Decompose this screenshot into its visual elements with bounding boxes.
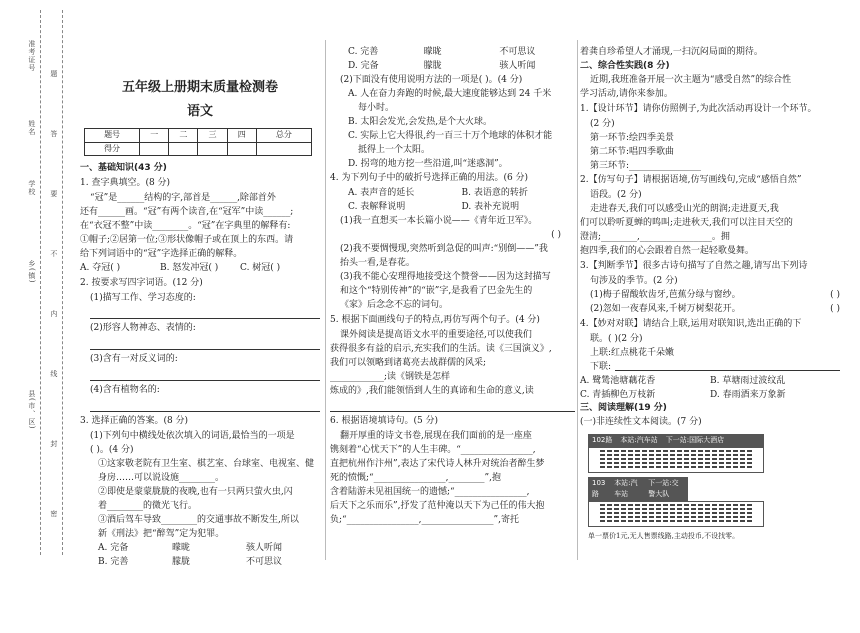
- binding-line: [40, 10, 41, 555]
- passage-text: 们可以聆听夏蝉的鸣叫;走进秋天,我们可以注目天空的: [580, 218, 793, 229]
- answer-line[interactable]: [90, 338, 320, 350]
- sub-question: (2)下面没有使用说明方法的一项是( )。(4 分): [340, 74, 523, 85]
- column-2: [330, 46, 575, 528]
- sentence: (1)我一直想买一本长篇小说——《青年近卫军》。: [340, 216, 538, 227]
- passage-text: 我们可以领略到诸葛亮去战群儒的风采;: [330, 357, 487, 368]
- sentence: 着________的微光飞行。: [98, 500, 198, 511]
- sub-question: (1)下列句中横线处依次填入的词语,最恰当的一项是: [90, 431, 295, 442]
- sentence: ②即使是蒙蒙胧胧的夜晚,也有一只两只萤火虫,闪: [98, 486, 293, 497]
- passage-text[interactable]: ____________;读《钢铁是怎样: [330, 371, 451, 382]
- option-d[interactable]: D. 春雨酒来万象新: [710, 389, 786, 400]
- current-stop: 本站:汽车站: [614, 479, 638, 498]
- option-text: 骇人听闻: [499, 60, 536, 71]
- current-stop: 本站:汽车站: [620, 436, 658, 445]
- poem-line: [580, 303, 840, 317]
- bus-route-poster: [588, 434, 764, 541]
- passage-text[interactable]: 含着陆游未见祖国统一的遗憾;“________________,: [330, 487, 530, 498]
- option-b[interactable]: B. 太阳会发光,会发热,是个大火球。: [348, 116, 493, 127]
- passage-text: 课外阅读是提高语文水平的重要途径,可以使我们: [340, 329, 532, 340]
- option-row-b[interactable]: [80, 556, 320, 570]
- binding-label-school: 学校: [27, 180, 36, 196]
- option-text: 朦胧: [172, 556, 191, 567]
- question-heading: 3. 选择正确的答案。(8 分): [80, 416, 189, 427]
- question-text: (2 分): [590, 118, 615, 129]
- question-text: 语段。(2 分): [590, 190, 642, 201]
- question-text: “冠”是______结构的字,部首是______,除部首外: [90, 192, 276, 203]
- binding-label-town: 乡(镇): [27, 260, 36, 284]
- couplet-down: [580, 361, 840, 375]
- question-heading: 1. 查字典填空。(8 分): [80, 178, 171, 188]
- binding-strip: [22, 10, 80, 555]
- answer-options: [580, 375, 840, 389]
- score-table: [84, 128, 312, 156]
- binding-label-county: 县(市、区): [27, 390, 36, 430]
- sub-question: (4)含有植物名的:: [90, 385, 160, 396]
- passage-text[interactable]: 澄清;________,________________。拥: [580, 232, 730, 243]
- passage-text: 学习活动,请你来参加。: [580, 88, 673, 99]
- section-heading: 三、阅读理解(19 分): [580, 403, 667, 414]
- option-text: 曚昽: [172, 542, 191, 553]
- sub-section-heading: (一)非连续性文本阅读。(7 分): [580, 417, 702, 428]
- question-heading: 1.【设计环节】请你仿照例子,为此次活动再设计一个环节。: [580, 103, 817, 114]
- passage-text[interactable]: 死的愤慨;“________________,________”,抱: [330, 473, 501, 484]
- passage-text: 获得很多有益的启示,充实我们的生活。读《三国演义》,: [330, 343, 552, 354]
- option-d[interactable]: D. 表补充说明: [461, 202, 520, 213]
- score-header-cell: 三: [198, 129, 227, 142]
- example-item: 第二环节:唱四季歌曲: [590, 146, 675, 157]
- option-c[interactable]: C. 表解释说明: [348, 202, 406, 213]
- question-heading: 4.【妙对对联】请结合上联,运用对联知识,选出正确的下: [580, 318, 802, 329]
- option-b[interactable]: B. 草塘雨过波纹乱: [710, 375, 786, 386]
- column-divider: [325, 40, 326, 560]
- option-text: 朦胧: [423, 60, 442, 71]
- question-text: 给下列词语中的“冠”字选择正确的解释。: [80, 248, 243, 259]
- option-a[interactable]: A. 鹭鸶池塘藕花香: [580, 375, 656, 386]
- answer-line[interactable]: [90, 400, 320, 412]
- sentence: 新《刑法》把“醉驾”定为犯罪。: [98, 528, 225, 539]
- passage-text: 直把杭州作汴州”,表达了宋代诗人林升对统治者醉生梦: [330, 459, 545, 470]
- score-input-cell[interactable]: [169, 142, 198, 155]
- answer-field[interactable]: 第三环节:________________: [590, 160, 702, 171]
- answer-line[interactable]: [90, 369, 320, 381]
- score-input-cell[interactable]: [140, 142, 169, 155]
- sentence: (2)我不要惆慢现,突然听到急促的叫声:“别倒——”我: [340, 244, 548, 255]
- exam-subject: 语文: [186, 104, 213, 120]
- option-a[interactable]: A. 人在奋力奔跑的时候,最大速度能够达到 24 千米: [348, 88, 552, 99]
- option-c[interactable]: C. 青插柳色万枝新: [580, 389, 656, 400]
- sentence: (3)我不能心安理得地接受这个赞誉——因为这封描写: [340, 272, 551, 282]
- couplet-down-label: 下联:: [590, 361, 612, 372]
- option-row-a[interactable]: [80, 542, 320, 556]
- option-a[interactable]: A. 夺冠( ): [80, 262, 121, 273]
- column-3: [580, 46, 840, 542]
- exam-title: 五年级上册期末质量检测卷: [121, 80, 278, 95]
- section-heading: 一、基础知识(43 分): [80, 163, 167, 174]
- seal-char: 答: [49, 130, 58, 137]
- seal-char: 密: [49, 510, 58, 517]
- poem-text: (1)梅子留酸软齿牙,芭蕉分绿与窗纱。: [590, 289, 741, 300]
- route-stops-image: [588, 447, 764, 473]
- sentence: 身房……可以说设施________。: [98, 473, 225, 483]
- sentence: 《家》后念念不忘的词句。: [340, 299, 449, 310]
- sentence: 和这个“特别传神”的“嵌”字,是我看了巴金先生的: [340, 285, 533, 296]
- passage-text: 着龚自珍希望人才涌现,一扫沉闷局面的期待。: [580, 47, 763, 57]
- fare-note: 单一票价1元,无人售票线路,主动投币,不设找零。: [588, 531, 740, 540]
- question-text: 联。( )(2 分): [590, 333, 643, 344]
- column-1: [80, 40, 320, 570]
- question-text: ①帽子;②居第一位;③形状像帽子或在顶上的东西。请: [80, 234, 294, 245]
- passage-text[interactable]: 镌刻着“心忧天下”的人生丰碑。“________________,: [330, 445, 536, 456]
- seal-char: 线: [49, 370, 58, 377]
- answer-options: [80, 262, 320, 276]
- passage-text: 翻开厚重的诗文书卷,展现在我们面前的是一座座: [340, 431, 532, 442]
- passage-text: 后天下之乐而乐”,抒发了范仲淹以天下为己任的伟大抱: [330, 501, 545, 512]
- score-header-cell: 总分: [256, 129, 311, 142]
- answer-options: [580, 389, 840, 403]
- bus-route-bar: [588, 477, 688, 501]
- sub-question: (2)形容人物神态、表情的:: [90, 323, 196, 334]
- couplet-up: 上联:红点桃花千朵嫩: [590, 347, 675, 358]
- option-row-d[interactable]: [330, 60, 575, 74]
- score-header-cell: 题号: [85, 129, 140, 142]
- answer-options: [330, 201, 575, 215]
- binding-label-name: 姓名: [27, 120, 36, 136]
- section-heading: 二、综合性实践(8 分): [580, 60, 670, 71]
- question-heading: 2. 按要求写四字词语。(12 分): [80, 277, 203, 288]
- sentence: ①这家敬老院有卫生室、棋艺室、台球室、电视室、健: [98, 459, 315, 470]
- bus-route-bar: [588, 434, 764, 447]
- option-text: A. 完备: [98, 542, 129, 553]
- answer-paren[interactable]: ( ): [551, 230, 561, 241]
- option-text: 骇人听闻: [246, 542, 283, 553]
- option-c-cont: 抵得上一个太阳。: [358, 144, 431, 155]
- route-stops-image: [588, 501, 764, 527]
- option-text: 不可思议: [246, 556, 283, 567]
- option-d[interactable]: D. 拐弯的地方挖一些沿道,叫“迷惑洞”。: [348, 158, 508, 169]
- example-item: 第一环节:绘四季美景: [590, 132, 675, 143]
- passage-text: 近期,我班准备开展一次主题为“感受自然”的综合性: [590, 74, 792, 85]
- passage-text: 炼成的》,我们能领悟到人生的真谛和生命的意义,读: [330, 385, 534, 396]
- question-text: 在“衣冠不整”中读________。“冠”在字典里的解释有:: [80, 220, 291, 231]
- route-number: 103路: [592, 479, 606, 498]
- route-number: 102路: [592, 436, 613, 445]
- poem-line: [580, 289, 840, 303]
- option-c[interactable]: C. 实际上它大得很,约一百三十万个地球的体积才能: [348, 130, 553, 141]
- question-heading: 3.【判断季节】很多古诗句描写了自然之趣,请写出下列诗: [580, 261, 808, 272]
- column-divider: [577, 40, 578, 560]
- binding-line: [62, 10, 63, 555]
- next-stop: 下一站:交警大队: [648, 479, 679, 498]
- passage-text: 抱四季,我们的心会跟着自然一起轻歌曼舞。: [580, 246, 754, 257]
- option-text: D. 完备: [348, 60, 379, 71]
- question-heading: 2.【仿写句子】请根据语境,仿写画线句,完成“感悟自然”: [580, 175, 802, 186]
- score-header-cell: 二: [169, 129, 198, 142]
- option-b[interactable]: B. 怒发冲冠( ): [160, 262, 219, 273]
- seal-char: 要: [49, 190, 58, 197]
- passage-text[interactable]: 负;“________________,________________”,寄托: [330, 515, 519, 525]
- passage-text: 走进春天,我们可以感受山光的朗润;走进夏天,我: [590, 204, 779, 215]
- question-heading: 6. 根据语境填诗句。(5 分): [330, 416, 439, 427]
- score-header-cell: 四: [227, 129, 256, 142]
- seal-char: 不: [49, 250, 58, 257]
- question-heading: 4. 为下列句子中的破折号选择正确的用法。(6 分): [330, 173, 529, 184]
- seal-char: 封: [49, 440, 58, 447]
- score-input-cell[interactable]: [198, 142, 227, 155]
- option-a-cont: 每小时。: [358, 102, 395, 113]
- answer-paren[interactable]: ( ): [830, 303, 840, 314]
- answer-line[interactable]: [90, 307, 320, 319]
- next-stop: 下一站:国际大酒店: [665, 436, 725, 445]
- answer-line[interactable]: [330, 400, 575, 412]
- seal-char: 内: [49, 310, 58, 317]
- answer-paren[interactable]: ( )。(4 分): [90, 445, 134, 456]
- score-input-cell[interactable]: [227, 142, 256, 155]
- answer-line[interactable]: [615, 361, 840, 371]
- binding-label-exam-id: 准考证号: [27, 40, 36, 72]
- sub-question: (3)含有一对反义词的:: [90, 354, 178, 365]
- option-row-c[interactable]: [330, 46, 575, 60]
- option-text: B. 完善: [98, 556, 129, 567]
- option-a[interactable]: A. 表声音的延长: [348, 188, 415, 199]
- sub-question: (1)描写工作、学习态度的:: [90, 292, 196, 303]
- option-c[interactable]: C. 树冠( ): [240, 262, 281, 273]
- answer-paren[interactable]: ( ): [830, 289, 840, 300]
- sentence: ③酒后驾车导致________的交通事故不断发生,所以: [98, 514, 299, 525]
- option-text: 曚昽: [423, 47, 442, 57]
- option-b[interactable]: B. 表语意的转折: [461, 188, 528, 199]
- seal-char: 题: [49, 70, 58, 77]
- score-label-cell: 得分: [85, 142, 140, 155]
- sentence: 抬头一看,是春花。: [340, 258, 415, 269]
- answer-options: [330, 187, 575, 201]
- question-heading: 5. 根据下面画线句子的特点,再仿写两个句子。(4 分): [330, 314, 540, 325]
- option-text: 不可思议: [499, 47, 536, 57]
- question-text: 还有______画。“冠”有两个读音,在“冠军”中读______;: [80, 206, 294, 217]
- poem-text: (2)忽如一夜春风来,千树万树梨花开。: [590, 303, 741, 314]
- question-text: 句涉及的季节。(2 分): [590, 276, 678, 286]
- score-header-cell: 一: [140, 129, 169, 142]
- score-input-cell[interactable]: [256, 142, 311, 155]
- option-text: C. 完善: [348, 47, 379, 57]
